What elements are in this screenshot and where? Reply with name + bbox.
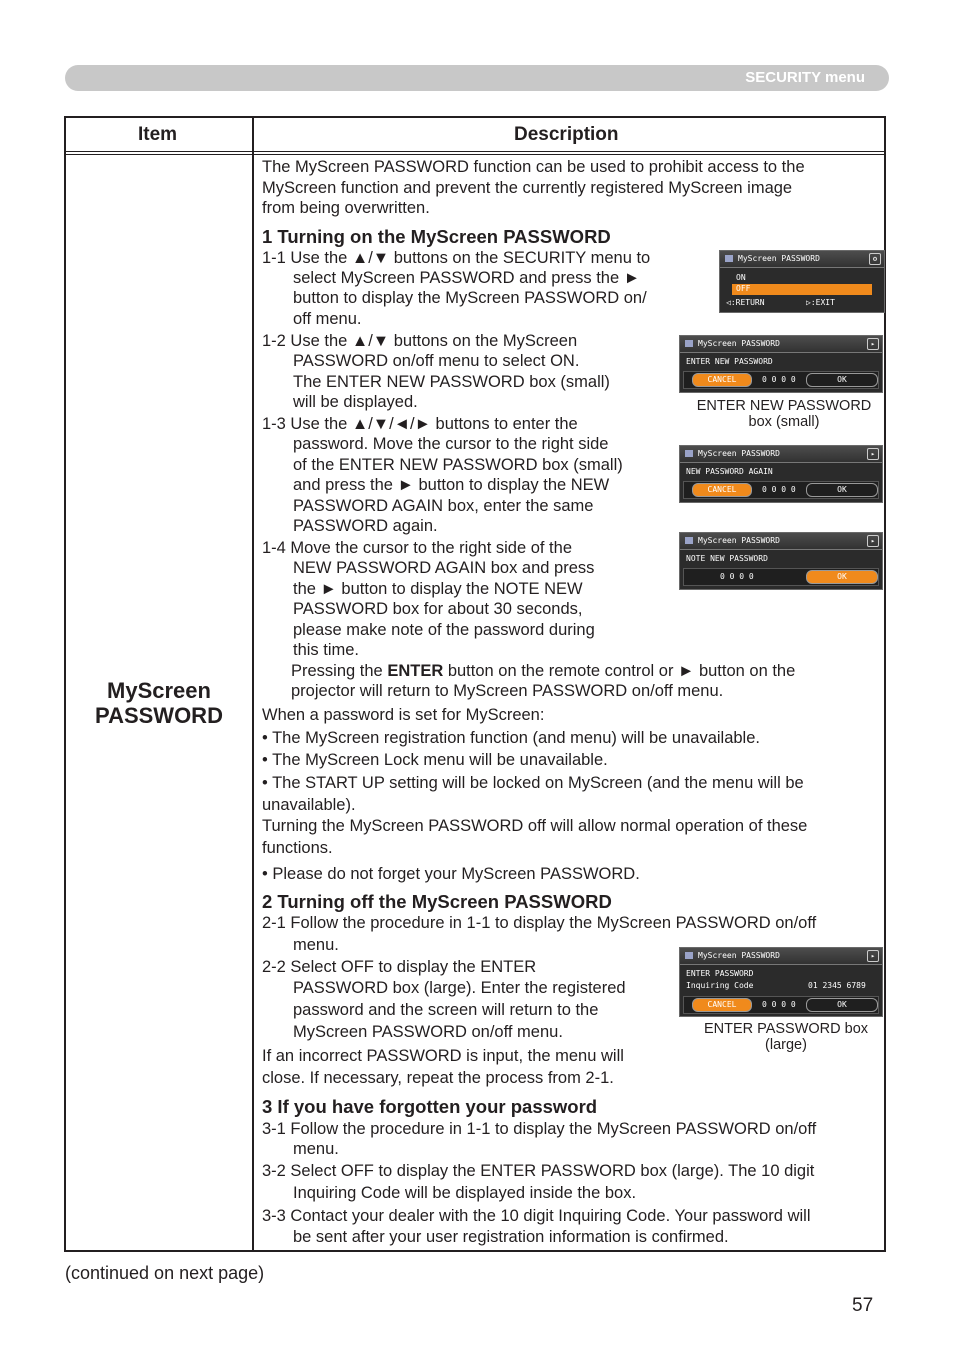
step-line: 1-2 Use the ▲/▼ buttons on the MyScreen [262, 332, 578, 350]
step-line: 1-3 Use the ▲/▼/◄/► buttons to enter the [262, 415, 578, 433]
osd-onoff-menu [719, 250, 885, 313]
osd-input-band [683, 481, 879, 499]
caption-line: box (small) [748, 414, 820, 430]
step-line: PASSWORD box for about 30 seconds, [293, 600, 583, 618]
header-rule [66, 151, 884, 152]
step-line: menu. [293, 1140, 339, 1158]
osd-title: MyScreen PASSWORD [698, 951, 780, 960]
bullet-line: • The START UP setting will be locked on MyScreen (and the menu will be [262, 774, 804, 792]
step-line: PASSWORD box (large). Enter the registered [293, 979, 626, 997]
item-name-line: PASSWORD [95, 703, 223, 728]
step-line: 3-3 Contact your dealer with the 10 digit Inquiring Code. Your password will [262, 1207, 811, 1225]
note-line: When a password is set for MyScreen: [262, 706, 545, 724]
lock-icon [725, 255, 733, 262]
lock-icon [685, 537, 693, 544]
note-line: functions. [262, 839, 333, 857]
step-line: projector will return to MyScreen PASSWORD on/off menu. [291, 682, 724, 700]
step-line: 3-2 Select OFF to display the ENTER PASSWORD box (large). The 10 digit [262, 1162, 815, 1180]
page-number: 57 [852, 1295, 874, 1316]
osd-cancel-button: CANCEL [692, 998, 752, 1012]
step-line: be sent after your user registration information is confirmed. [293, 1228, 729, 1246]
step-line: select MyScreen PASSWORD and press the ► [293, 269, 641, 287]
osd-return: ◁:RETURN [726, 298, 765, 307]
step-line: 3-1 Follow the procedure in 1-1 to display the MyScreen PASSWORD on/off [262, 1120, 817, 1138]
osd-digits: 0 0 0 0 [762, 1000, 796, 1009]
column-separator [252, 118, 254, 1250]
osd-option-off: OFF [736, 284, 751, 293]
step-line: button to display the MyScreen PASSWORD on/ [293, 289, 647, 307]
text-run: EXIT [815, 298, 835, 307]
step-line: 2-1 Follow the procedure in 1-1 to display the MyScreen PASSWORD on/off [262, 914, 817, 932]
arrow-icon: ▸ [867, 448, 879, 460]
osd-enter-new-password [679, 335, 883, 393]
arrow-icon: ▸ [867, 950, 879, 962]
osd-label: NEW PASSWORD AGAIN [686, 467, 773, 476]
intro-line: MyScreen function and prevent the currently registered MyScreen image [262, 179, 793, 197]
osd-title-bar [720, 251, 884, 268]
osd-option-off-highlight [732, 284, 872, 295]
osd-input-band [683, 371, 879, 389]
osd-digits: 0 0 0 0 [762, 375, 796, 384]
step-line: MyScreen PASSWORD on/off menu. [293, 1023, 563, 1041]
step-line [291, 661, 795, 682]
osd-digits: 0 0 0 0 [720, 572, 754, 581]
bullet-line: unavailable). [262, 796, 356, 814]
osd-new-password-again [679, 445, 883, 503]
note-line: close. If necessary, repeat the process from 2-1. [262, 1069, 614, 1087]
osd-cancel-button: CANCEL [692, 483, 752, 497]
caption-line: (large) [765, 1037, 807, 1053]
lock-icon [685, 340, 693, 347]
item-name [66, 678, 252, 728]
note-line: Turning the MyScreen PASSWORD off will allow normal operation of these [262, 817, 808, 835]
section-title: SECURITY menu [745, 69, 865, 86]
intro-line: The MyScreen PASSWORD function can be used to prohibit access to the [262, 158, 805, 176]
step-line: menu. [293, 936, 339, 954]
step-line: of the ENTER NEW PASSWORD box (small) [293, 456, 623, 474]
header-rule [66, 154, 884, 155]
step-line: off menu. [293, 310, 362, 328]
osd-digits: 0 0 0 0 [762, 485, 796, 494]
step-line: NEW PASSWORD AGAIN box and press [293, 559, 595, 577]
section-1-heading: 1 Turning on the MyScreen PASSWORD [262, 226, 611, 247]
step-line: Inquiring Code will be displayed inside the box. [293, 1184, 637, 1202]
screenshot-caption [684, 398, 884, 430]
bullet-line: • The MyScreen registration function (and menu) will be unavailable. [262, 729, 760, 747]
text-run: RETURN [735, 298, 765, 307]
step-line: 1-1 Use the ▲/▼ buttons on the SECURITY menu to [262, 249, 651, 267]
osd-input-band [683, 996, 879, 1014]
section-3-heading: 3 If you have forgotten your password [262, 1096, 598, 1117]
osd-option-on: ON [736, 273, 746, 282]
step-line: The ENTER NEW PASSWORD box (small) [293, 373, 610, 391]
osd-inquiring-label: Inquiring Code [686, 981, 754, 990]
osd-ok-button: OK [806, 570, 878, 584]
step-line: 2-2 Select OFF to display the ENTER [262, 958, 537, 976]
step-line: password. Move the cursor to the right side [293, 435, 609, 453]
column-header-description: Description [514, 124, 619, 145]
osd-label: ENTER PASSWORD [686, 969, 754, 978]
section-2-heading: 2 Turning off the MyScreen PASSWORD [262, 891, 612, 912]
osd-title-bar [680, 336, 882, 353]
osd-title: MyScreen PASSWORD [698, 339, 780, 348]
item-name-line: MyScreen [107, 678, 211, 703]
osd-title: MyScreen PASSWORD [738, 254, 820, 263]
bullet-line: • Please do not forget your MyScreen PASSWORD. [262, 865, 640, 883]
osd-label: ENTER NEW PASSWORD [686, 357, 773, 366]
step-line: and press the ► button to display the NEW [293, 476, 610, 494]
osd-title-bar [680, 446, 882, 463]
osd-title: MyScreen PASSWORD [698, 449, 780, 458]
caption-line: ENTER PASSWORD box [703, 1021, 869, 1037]
step-line: PASSWORD AGAIN box, enter the same [293, 497, 594, 515]
step-line: 1-4 Move the cursor to the right side of the [262, 539, 572, 557]
osd-title: MyScreen PASSWORD [698, 536, 780, 545]
step-line: PASSWORD on/off menu to select ON. [293, 352, 580, 370]
bullet-line: • The MyScreen Lock menu will be unavailable. [262, 751, 608, 769]
lock-icon [685, 450, 693, 457]
step-line: password and the screen will return to the [293, 1001, 599, 1019]
osd-title-bar [680, 948, 882, 965]
arrow-icon: ▸ [867, 535, 879, 547]
settings-icon: ⚙ [869, 253, 881, 265]
osd-ok-button: OK [806, 373, 878, 387]
section-header-bar [65, 65, 889, 91]
osd-label: NOTE NEW PASSWORD [686, 554, 768, 563]
enter-key-label: ENTER [387, 662, 444, 680]
step-line: PASSWORD again. [293, 517, 438, 535]
intro-line: from being overwritten. [262, 199, 430, 217]
continued-note: (continued on next page) [65, 1263, 265, 1283]
osd-ok-button: OK [806, 998, 878, 1012]
step-line: will be displayed. [293, 393, 418, 411]
osd-enter-password-large [679, 947, 883, 1017]
osd-title-bar [680, 533, 882, 550]
step-line: this time. [293, 641, 360, 659]
arrow-icon: ▸ [867, 338, 879, 350]
osd-ok-button: OK [806, 483, 878, 497]
osd-cancel-button: CANCEL [692, 373, 752, 387]
lock-icon [685, 952, 693, 959]
osd-input-band [683, 568, 879, 586]
note-line: If an incorrect PASSWORD is input, the menu will [262, 1047, 624, 1065]
osd-exit: ▷:EXIT [806, 298, 835, 307]
step-line: the ► button to display the NOTE NEW [293, 580, 583, 598]
step-line: please make note of the password during [293, 621, 595, 639]
screenshot-caption [686, 1021, 886, 1053]
osd-note-new-password [679, 532, 883, 590]
column-header-item: Item [138, 124, 178, 145]
text-run: Pressing the [291, 662, 388, 680]
caption-line: ENTER NEW PASSWORD [696, 398, 872, 414]
text-run: button on the remote control or ► button on the [443, 662, 796, 680]
osd-inquiring-code: 01 2345 6789 [808, 981, 866, 990]
